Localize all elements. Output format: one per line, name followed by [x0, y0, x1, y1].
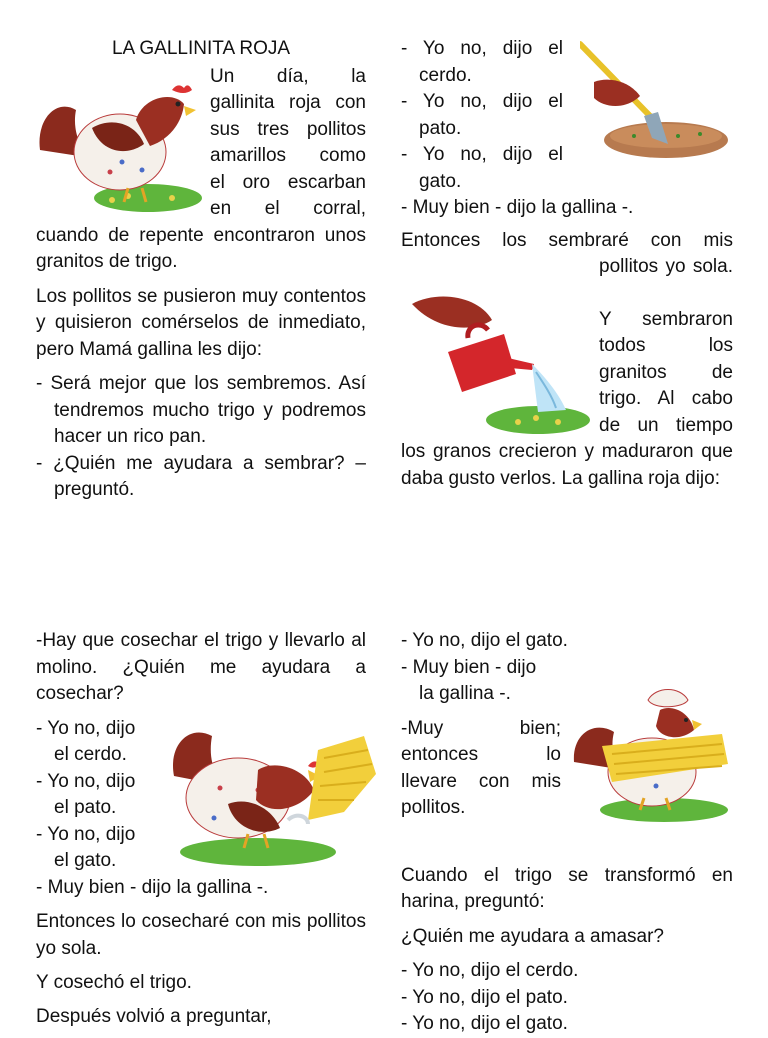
knead-response-cerdo: - Yo no, dijo el cerdo. [401, 960, 579, 981]
response-pato: - Yo no, dijo el pato. [401, 91, 563, 139]
harvest-response-3a: - Yo no, dijo [36, 823, 136, 845]
intro-line-2: gallinita roja con [210, 92, 366, 113]
sow-alone-line-2: pollitos yo sola. [599, 256, 733, 277]
sow-narrow-block [599, 307, 733, 440]
intro-line-6: en el corral, [210, 198, 366, 219]
paragraph-pollitos: Los pollitos se pusieron muy contentos y quisieron comérselos de inmediato, pero Mamá gallina les dijo: [36, 285, 366, 360]
harvest-response-2b: el pato. [54, 797, 117, 818]
story-title: LA GALLINITA ROJA [111, 38, 291, 59]
harvest-response-3b: el gato. [54, 850, 117, 871]
hen-wheat-illustration [572, 686, 734, 826]
response-gato: - Yo no, dijo el gato. [401, 144, 563, 192]
flour-question: Cuando el trigo se transformó en harina, preguntó: [401, 864, 733, 912]
intro-line-5: el oro escarban [210, 171, 366, 193]
harvest-alone: Entonces lo cosecharé con mis pollitos yo sola. [36, 911, 366, 959]
harvest-response-2a: - Yo no, dijo [36, 770, 136, 792]
mill-muy-bien-b: la gallina -. [419, 683, 511, 704]
mill-line-3: llevare con mis [401, 770, 561, 792]
knead-response-pato: - Yo no, dijo el pato. [401, 986, 568, 1008]
mill-line-4: pollitos. [401, 797, 466, 818]
intro-continued: cuando de repente encontraron unos granitos de trigo. [36, 224, 366, 272]
sow-line-4: trigo. Al cabo [599, 388, 733, 409]
sow-alone-line-1: Entonces los sembraré con mis [401, 229, 733, 251]
hoe-planting-illustration [580, 38, 730, 168]
mill-response-gato: - Yo no, dijo el gato. [401, 630, 568, 651]
sow-line-1: Y sembraron [599, 308, 733, 330]
responses-block [401, 36, 563, 195]
intro-line-4: amarillos como [210, 145, 366, 166]
intro-line-1: Un día, la [210, 65, 366, 87]
mill-narrow-block [401, 716, 561, 822]
harvest-muy-bien: - Muy bien - dijo la gallina -. [36, 876, 269, 898]
harvest-response-1b: el cerdo. [54, 744, 127, 765]
hen-illustration-1 [32, 80, 204, 215]
response-muy-bien: - Muy bien - dijo la gallina -. [401, 197, 634, 218]
response-cerdo: - Yo no, dijo el cerdo. [401, 38, 563, 86]
intro-narrow-block [210, 64, 366, 223]
knead-response-gato: - Yo no, dijo el gato. [401, 1013, 568, 1034]
hen-harvesting-illustration [168, 720, 382, 870]
dialogue-sembremos: - Será mejor que los sembremos. Así tendremos mucho trigo y podremos hacer un rico pan. [36, 373, 366, 447]
harvest-response-1a: - Yo no, dijo [36, 717, 136, 739]
mill-muy-bien-a: - Muy bien - dijo [401, 656, 537, 678]
mill-line-1: -Muy bien; [401, 717, 561, 739]
asked-again: Después volvió a preguntar, [36, 1006, 272, 1027]
harvest-question: -Hay que cosechar el trigo y llevarlo al molino. ¿Quién me ayudara a cosechar? [36, 630, 366, 704]
sow-line-5: de un tiempo [599, 414, 733, 436]
sow-line-2: todos los [599, 335, 733, 356]
harvest-responses [36, 716, 160, 875]
harvested-wheat: Y cosechó el trigo. [36, 972, 192, 993]
watering-can-illustration [408, 292, 592, 442]
intro-line-3: sus tres pollitos [210, 118, 366, 140]
knead-question: ¿Quién me ayudara a amasar? [401, 925, 664, 947]
sow-line-3: granitos de [599, 361, 733, 383]
mill-line-2: entonces lo [401, 744, 561, 765]
grains-grew: los granos crecieron y maduraron que daba gusto verlos. La gallina roja dijo: [401, 441, 733, 489]
dialogue-quien-sembrar: - ¿Quién me ayudara a sembrar? – preguntó. [36, 452, 366, 500]
